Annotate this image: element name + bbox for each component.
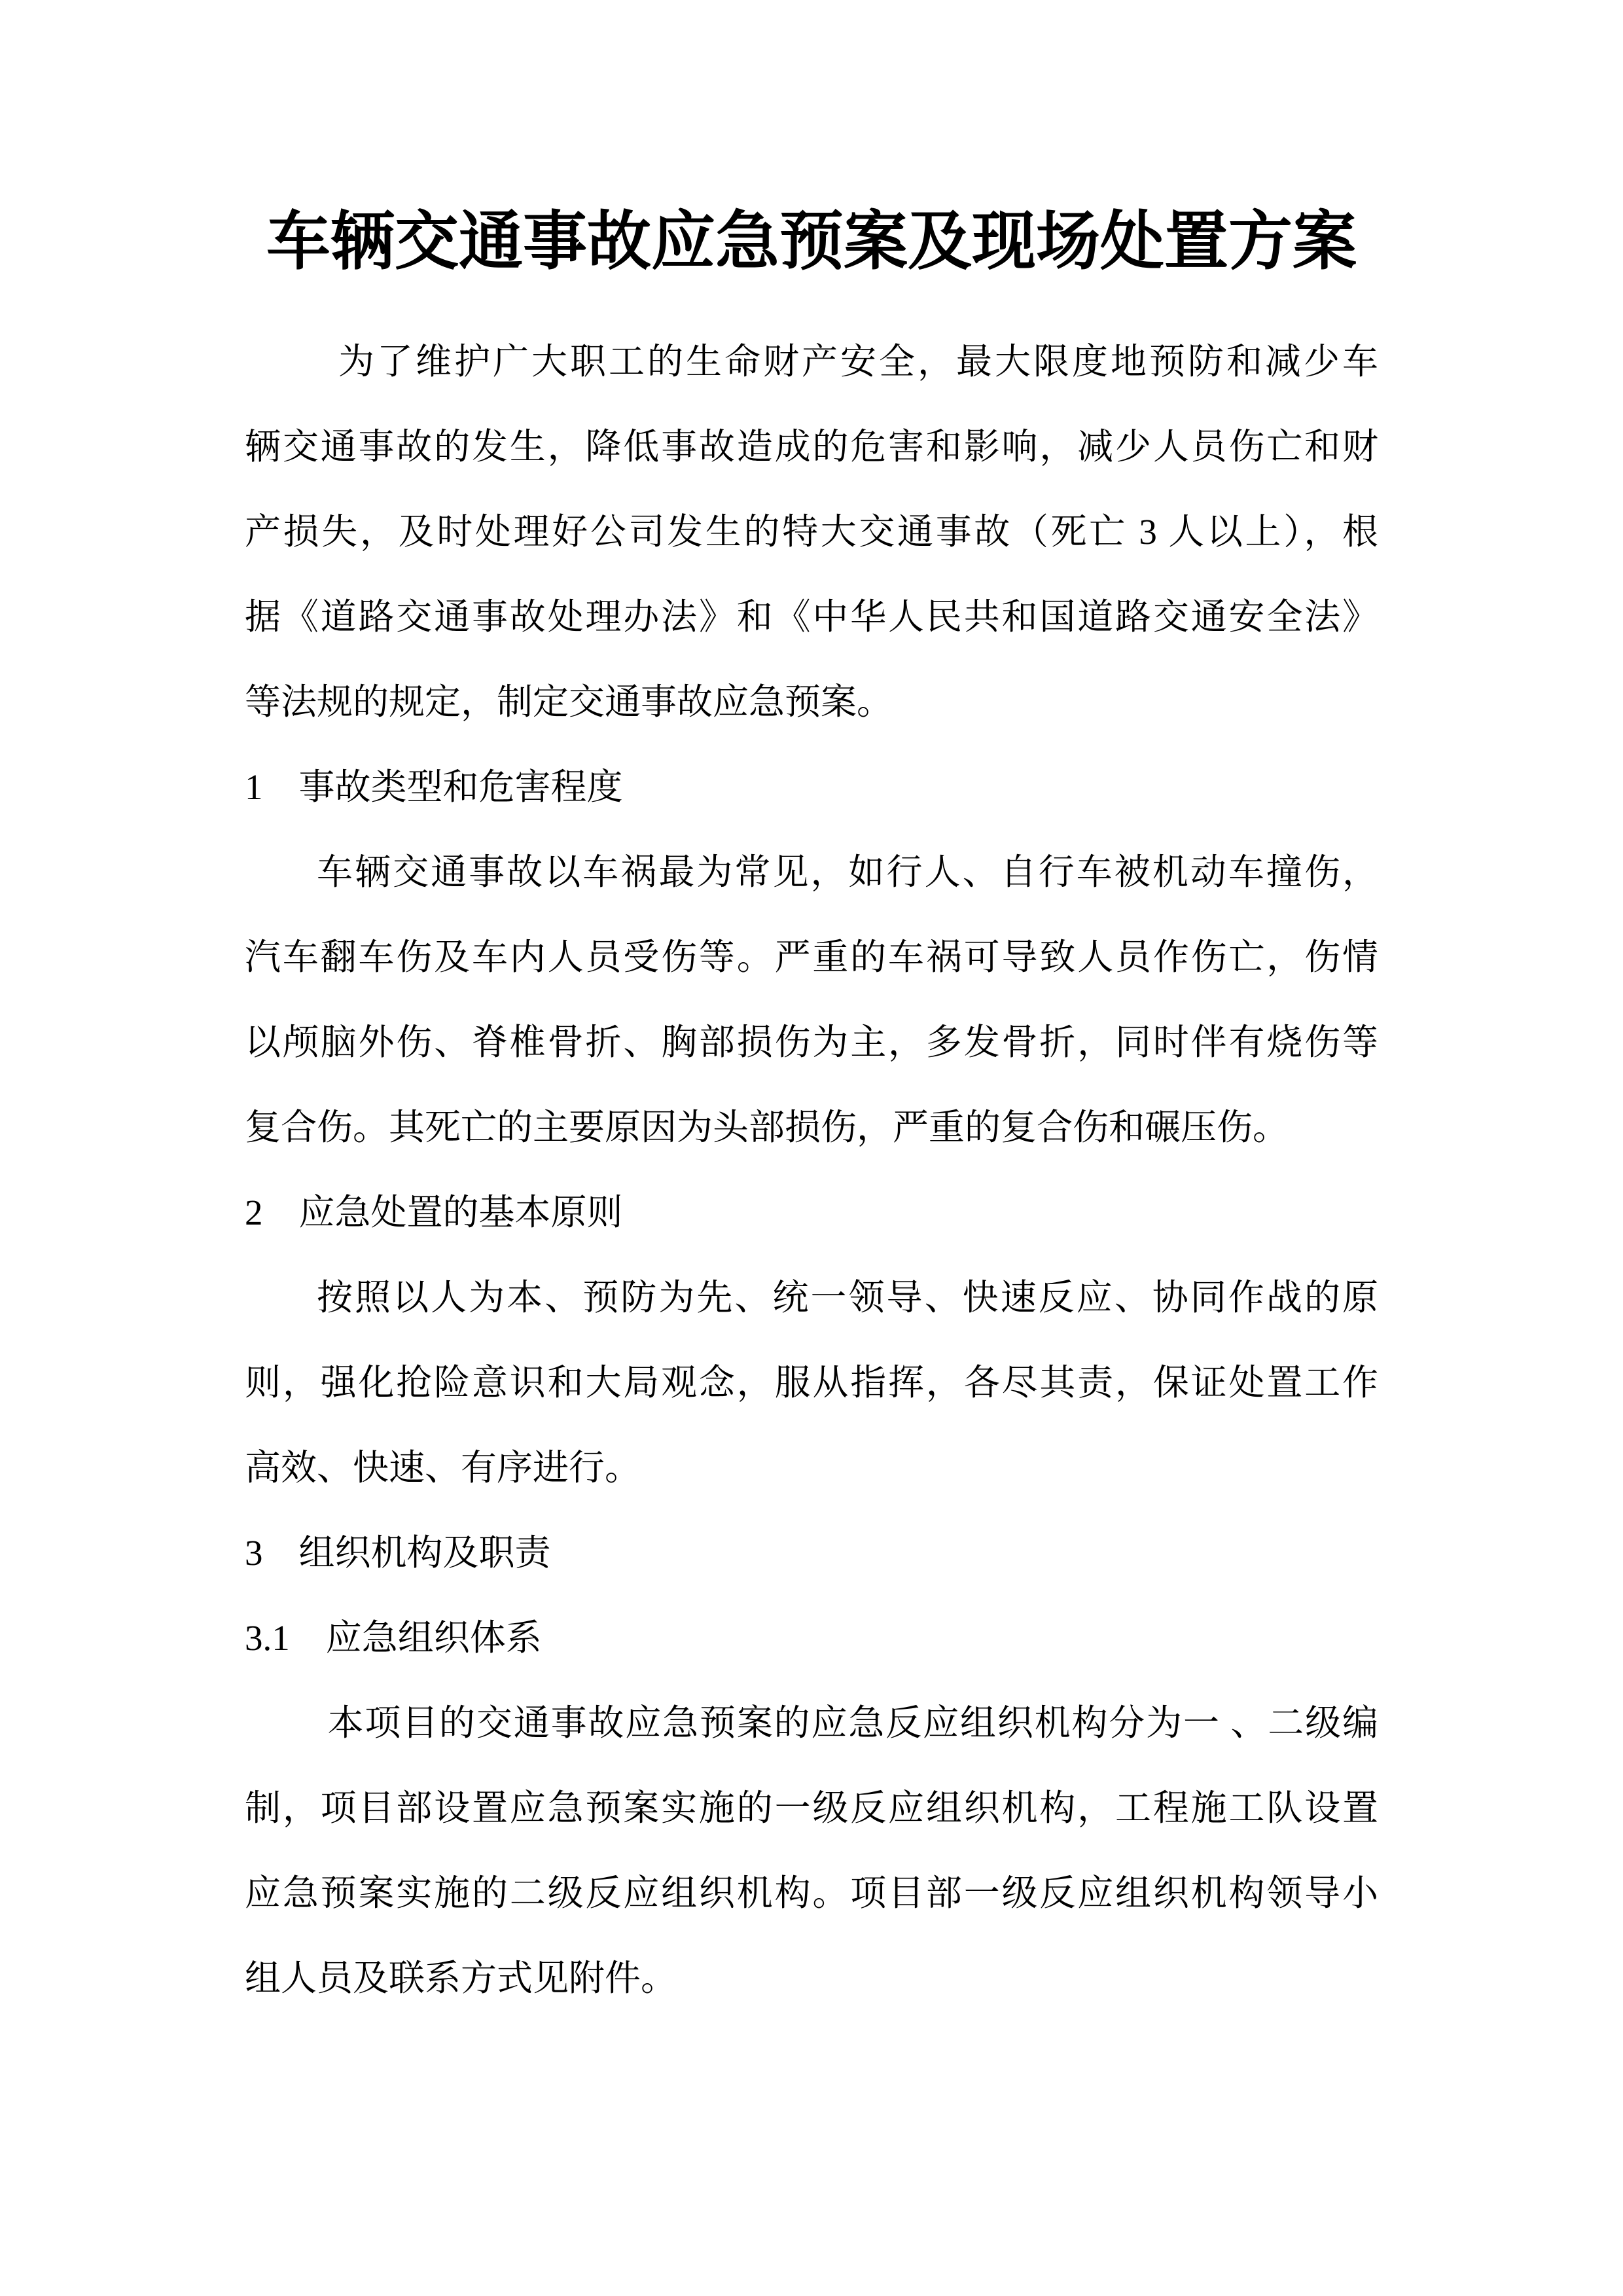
heading-3-1-emergency-system: 3.1 应急组织体系 — [245, 1618, 542, 1658]
paragraph-accident-line-2: 汽车翻车伤及车内人员受伤等。严重的车祸可导致人员作伤亡，伤情 — [245, 937, 1378, 977]
paragraph-organization-line-2: 制，项目部设置应急预案实施的一级反应组织机构，工程施工队设置 — [245, 1788, 1378, 1828]
paragraph-accident-line-1: 车辆交通事故以车祸最为常见，如行人、自行车被机动车撞伤， — [317, 852, 1378, 892]
paragraph-intro-line-5: 等法规的规定，制定交通事故应急预案。 — [245, 682, 893, 722]
paragraph-intro-line-2: 辆交通事故的发生，降低事故造成的危害和影响，减少人员伤亡和财 — [245, 427, 1378, 467]
paragraph-organization-line-3: 应急预案实施的二级反应组织机构。项目部一级反应组织机构领导小 — [245, 1873, 1378, 1913]
heading-1-accident-types: 1 事故类型和危害程度 — [245, 767, 623, 807]
paragraph-accident-line-4: 复合伤。其死亡的主要原因为头部损伤，严重的复合伤和碾压伤。 — [245, 1107, 1289, 1147]
paragraph-intro-line-4: 据《道路交通事故处理办法》和《中华人民共和国道路交通安全法》 — [245, 597, 1378, 637]
paragraph-principles-line-3: 高效、快速、有序进行。 — [245, 1448, 641, 1488]
paragraph-organization-line-1: 本项目的交通事故应急预案的应急反应组织机构分为一 、二级编 — [327, 1703, 1378, 1743]
heading-2-principles: 2 应急处置的基本原则 — [245, 1193, 623, 1232]
paragraph-intro-line-1: 为了维护广大职工的生命财产安全，最大限度地预防和减少车 — [338, 342, 1378, 382]
paragraph-principles-line-1: 按照以人为本、预防为先、统一领导、快速反应、协同作战的原 — [317, 1278, 1378, 1318]
paragraph-organization-line-4: 组人员及联系方式见附件。 — [245, 1958, 677, 1998]
paragraph-principles-line-2: 则，强化抢险意识和大局观念，服从指挥，各尽其责，保证处置工作 — [245, 1363, 1378, 1403]
heading-3-organization: 3 组织机构及职责 — [245, 1533, 551, 1573]
paragraph-accident-line-3: 以颅脑外伤、脊椎骨折、胸部损伤为主，多发骨折，同时伴有烧伤等 — [245, 1022, 1378, 1062]
document-title: 车辆交通事故应急预案及现场处置方案 — [266, 207, 1357, 278]
paragraph-intro-line-3: 产损失，及时处理好公司发生的特大交通事故（死亡 3 人以上），根 — [245, 512, 1378, 552]
